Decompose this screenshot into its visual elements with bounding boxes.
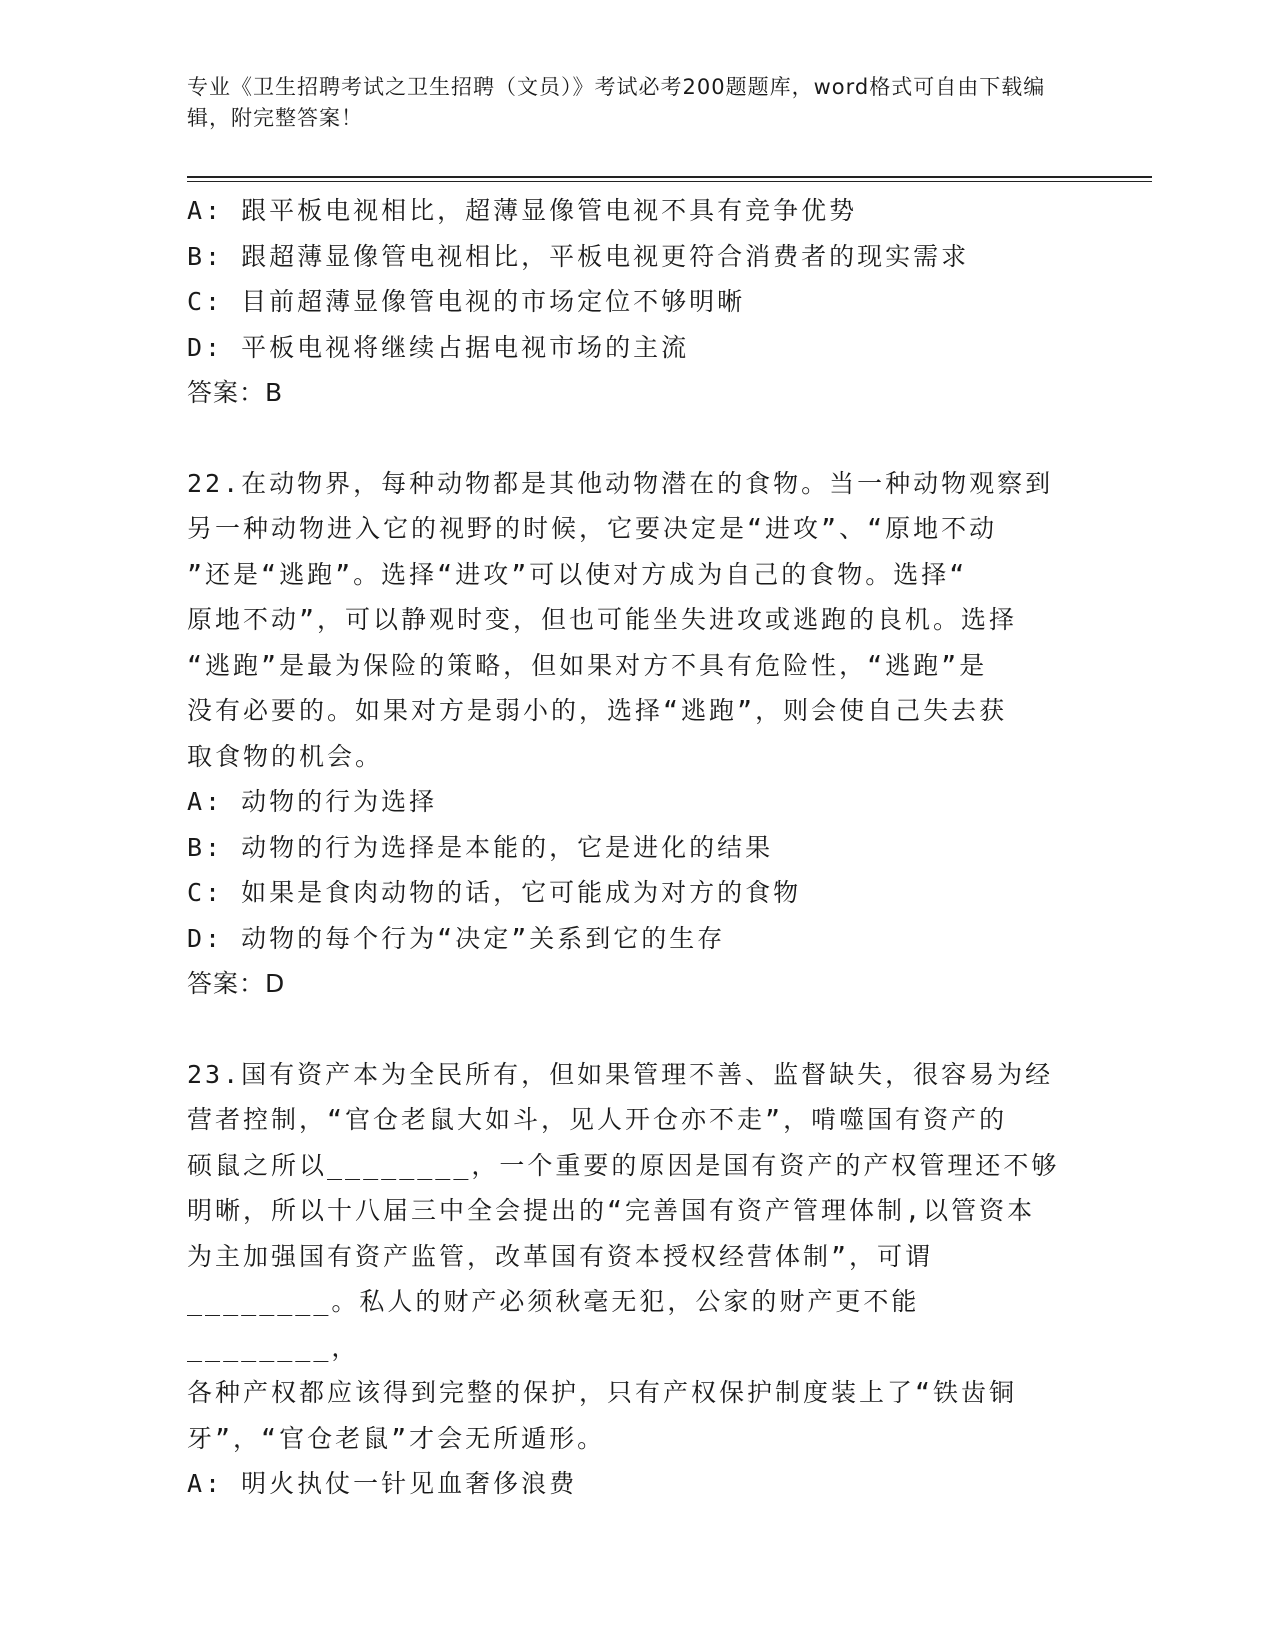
question-text-line: 各种产权都应该得到完整的保护，只有产权保护制度装上了“铁齿铜 xyxy=(187,1378,1018,1407)
question-21-tail xyxy=(187,188,1077,416)
question-text-line: 22.在动物界，每种动物都是其他动物潜在的食物。当一种动物观察到 xyxy=(187,468,1054,498)
answer: 答案：D xyxy=(187,969,286,998)
question-text-line: 另一种动物进入它的视野的时候，它要决定是“进攻”、“原地不动 xyxy=(187,514,998,543)
option-b: B: 跟超薄显像管电视相比，平板电视更符合消费者的现实需求 xyxy=(187,241,970,271)
document-body xyxy=(187,188,1077,1507)
answer: 答案：B xyxy=(187,378,284,407)
question-text-line: ________。私人的财产必须秋毫无犯，公家的财产更不能________， xyxy=(187,1287,920,1362)
question-text-line: 取食物的机会。 xyxy=(187,741,384,771)
question-text-line: 没有必要的。如果对方是弱小的，选择“逃跑”，则会使自己失去获 xyxy=(187,696,1008,725)
option-a: A: 明火执仗一针见血奢侈浪费 xyxy=(187,1469,578,1498)
page-header: 专业《卫生招聘考试之卫生招聘（文员）》考试必考200题题库，word格式可自由下载编辑，附完整答案！ xyxy=(187,75,1046,130)
question-23 xyxy=(187,1052,1077,1507)
header-divider-thick xyxy=(187,176,1152,178)
header-divider-thin xyxy=(187,181,1152,182)
question-text-line: 为主加强国有资产监管，改革国有资本授权经营体制”，可谓 xyxy=(187,1241,934,1271)
question-text-line: 牙”，“官仓老鼠”才会无所遁形。 xyxy=(187,1423,606,1453)
option-d: D: 动物的每个行为“决定”关系到它的生存 xyxy=(187,923,726,953)
option-b: B: 动物的行为选择是本能的，它是进化的结果 xyxy=(187,832,774,862)
question-text-line: “逃跑”是最为保险的策略，但如果对方不具有危险性，“逃跑”是 xyxy=(187,650,988,680)
option-c: C: 目前超薄显像管电视的市场定位不够明晰 xyxy=(187,287,746,316)
spacer xyxy=(187,416,1077,461)
option-c: C: 如果是食肉动物的话，它可能成为对方的食物 xyxy=(187,878,802,907)
option-a: A: 跟平板电视相比，超薄显像管电视不具有竞争优势 xyxy=(187,196,858,225)
question-text-line: 营者控制，“官仓老鼠大如斗，见人开仓亦不走”，啃噬国有资产的 xyxy=(187,1105,1008,1134)
question-text-line: ”还是“逃跑”。选择“进攻”可以使对方成为自己的食物。选择“ xyxy=(187,559,968,589)
option-a: A: 动物的行为选择 xyxy=(187,787,438,816)
question-text-line: 原地不动”，可以静观时变，但也可能坐失进攻或逃跑的良机。选择 xyxy=(187,605,1018,634)
option-d: D: 平板电视将继续占据电视市场的主流 xyxy=(187,332,690,362)
question-text-line: 硕鼠之所以________，一个重要的原因是国有资产的产权管理还不够 xyxy=(187,1150,1060,1180)
question-text-line: 23.国有资产本为全民所有，但如果管理不善、监督缺失，很容易为经 xyxy=(187,1059,1054,1089)
question-22 xyxy=(187,461,1077,1007)
question-text-line: 明晰，所以十八届三中全会提出的“完善国有资产管理体制,以管资本 xyxy=(187,1196,1036,1225)
spacer xyxy=(187,1007,1077,1052)
